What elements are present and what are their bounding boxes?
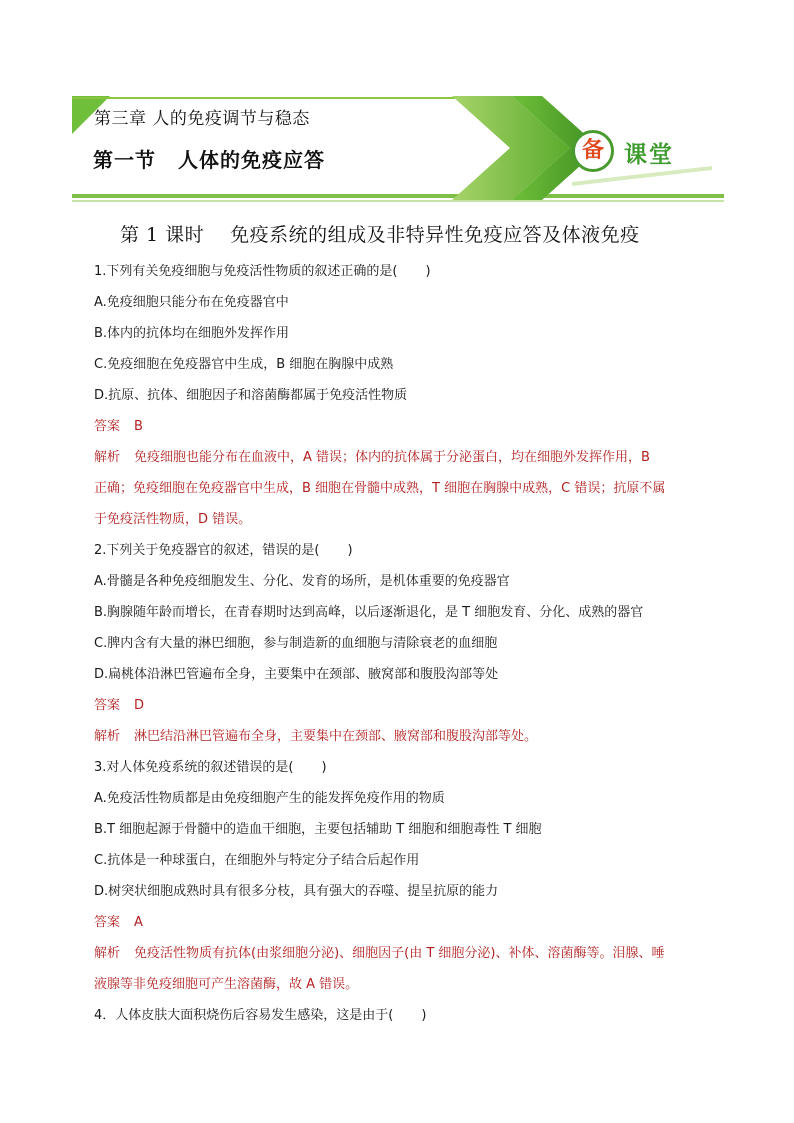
stem-text: 4．人体皮肤大面积烧伤后容易发生感染，这是由于(	[94, 1008, 394, 1023]
analysis-text: 淋巴结沿淋巴管遍布全身，主要集中在颈部、腋窝部和腹股沟部等处。	[134, 729, 538, 744]
option: B.T 细胞起源于骨髓中的造血干细胞，主要包括辅助 T 细胞和细胞毒性 T 细胞	[94, 822, 542, 837]
option: D.树突状细胞成熟时具有很多分枝，具有强大的吞噬、提呈抗原的能力	[94, 884, 499, 899]
bracket-close: )	[425, 264, 431, 279]
logo-text: 课堂	[624, 142, 674, 168]
section-name: 人体的免疫应答	[178, 148, 325, 172]
section-number: 第一节	[93, 148, 156, 172]
question-stem	[94, 1000, 706, 1031]
option: A.骨髓是各种免疫细胞发生、分化、发育的场所，是机体重要的免疫器官	[94, 574, 510, 589]
answer-label: 答案	[94, 698, 121, 713]
option: B.体内的抗体均在细胞外发挥作用	[94, 326, 290, 341]
analysis-line: 于免疫活性物质，D 错误。	[94, 512, 252, 527]
bracket-close: )	[421, 1008, 427, 1023]
question-stem	[94, 535, 706, 566]
option: C.脾内含有大量的淋巴细胞，参与制造新的血细胞与清除衰老的血细胞	[94, 636, 498, 651]
analysis-line	[94, 721, 706, 752]
logo-badge-icon: 备	[572, 130, 614, 172]
question-list	[94, 256, 706, 1031]
option: A.免疫细胞只能分布在免疫器官中	[94, 295, 289, 310]
stem-text: 3.对人体免疫系统的叙述错误的是(	[94, 760, 294, 775]
answer-value: B	[134, 419, 143, 434]
stem-text: 2.下列关于免疫器官的叙述，错误的是(	[94, 543, 320, 558]
lesson-name: 免疫系统的组成及非特异性免疫应答及体液免疫	[230, 224, 640, 246]
stem-text: 1.下列有关免疫细胞与免疫活性物质的叙述正确的是(	[94, 264, 398, 279]
bracket-close: )	[321, 760, 327, 775]
option: A.免疫活性物质都是由免疫细胞产生的能发挥免疫作用的物质	[94, 791, 445, 806]
answer-line	[94, 907, 706, 938]
analysis-line: 正确；免疫细胞在免疫器官中生成，B 细胞在骨髓中成熟，T 细胞在胸腺中成熟，C 错误；抗原不属	[94, 481, 666, 496]
question-stem	[94, 256, 706, 287]
analysis-line: 液腺等非免疫细胞可产生溶菌酶，故 A 错误。	[94, 977, 359, 992]
lesson-number: 第 1 课时	[120, 224, 205, 246]
option: D.扁桃体沿淋巴管遍布全身，主要集中在颈部、腋窝部和腹股沟部等处	[94, 667, 499, 682]
chapter-title: 第三章 人的免疫调节与稳态	[94, 109, 310, 129]
answer-value: A	[134, 915, 143, 930]
answer-value: D	[134, 698, 145, 713]
answer-label: 答案	[94, 419, 121, 434]
question-stem	[94, 752, 706, 783]
option: C.免疫细胞在免疫器官中生成，B 细胞在胸腺中成熟	[94, 357, 394, 372]
lesson-title	[120, 220, 640, 247]
option: D.抗原、抗体、细胞因子和溶菌酶都属于免疫活性物质	[94, 388, 408, 403]
answer-label: 答案	[94, 915, 121, 930]
option: B.胸腺随年龄而增长，在青春期时达到高峰，以后逐渐退化，是 T 细胞发育、分化、成熟的器官	[94, 605, 644, 620]
analysis-text: 免疫活性物质有抗体(由浆细胞分泌)、细胞因子(由 T 细胞分泌)、补体、溶菌酶等。泪腺、唾	[134, 946, 665, 961]
analysis-label: 解析	[94, 946, 121, 961]
analysis-label: 解析	[94, 450, 121, 465]
section-title	[93, 144, 325, 173]
option: C.抗体是一种球蛋白，在细胞外与特定分子结合后起作用	[94, 853, 420, 868]
analysis-label: 解析	[94, 729, 121, 744]
analysis-text: 免疫细胞也能分布在血液中，A 错误；体内的抗体属于分泌蛋白，均在细胞外发挥作用，B	[134, 450, 650, 465]
analysis-line	[94, 442, 706, 473]
answer-line	[94, 690, 706, 721]
bracket-close: )	[347, 543, 353, 558]
analysis-line	[94, 938, 706, 969]
answer-line	[94, 411, 706, 442]
